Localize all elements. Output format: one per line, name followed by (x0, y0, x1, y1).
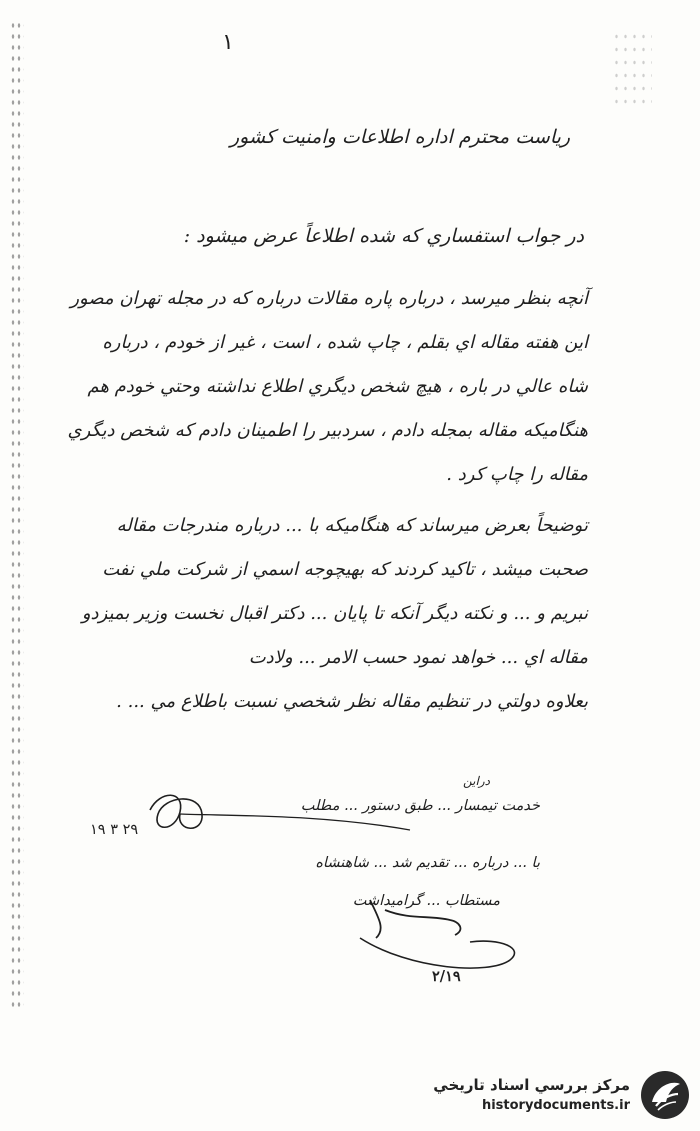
signature-loop (360, 938, 514, 968)
paragraph-2 (68, 515, 588, 755)
page-number: ٢/١٩ (432, 968, 461, 985)
text-line: آنچه بنظر ميرسد ، درباره پاره مقالات درباره كه در مجله تهران مصور (70, 288, 588, 309)
annotation-area (80, 770, 540, 1010)
text-line: شاه عالي در باره ، هيچ شخص ديگري اطلاع نداشته وحتي خودم هم (87, 376, 588, 397)
text-line: اين هفته مقاله اي بقلم ، چاپ شده ، است ، غير از خودم ، درباره (102, 332, 588, 353)
archive-watermark (412, 1066, 692, 1124)
scan-speckle (612, 30, 652, 110)
archive-url: historydocuments.ir (481, 1098, 630, 1113)
text-line: هنگاميكه مقاله بمجله دادم ، سردبير را اطمينان دادم كه شخص ديگري (67, 420, 588, 441)
annotation-line: با ... درباره ... تقديم شد ... شاهنشاه (315, 855, 540, 871)
scan-edge-speckle (10, 20, 24, 1010)
underline-stroke (180, 814, 410, 830)
archive-name: مركز بررسي اسناد تاريخي (433, 1076, 630, 1094)
paragraph-1 (68, 288, 588, 508)
text-line: توضيحاً بعرض ميرساند كه هنگاميكه با ... درباره مندرجات مقاله (116, 515, 588, 536)
text-line: مقاله اي ... خواهد نمود حسب الامر ... ولادت (248, 647, 588, 668)
annotation-line: مستطاب ... گراميداشت (352, 893, 500, 909)
letter-intro: در جواب استفساري كه شده اطلاعاً عرض ميشود : (183, 225, 584, 247)
annotation-line: خدمت تيمسار ... طبق دستور ... مطلب (300, 798, 540, 814)
annotation-date: ٢٩ ٣ ١٩ (90, 822, 139, 838)
flourish-mark (150, 795, 202, 828)
letter-heading: رياست محترم اداره اطلاعات وامنيت كشور (230, 126, 571, 148)
text-line: بعلاوه دولتي در تنظيم مقاله نظر شخصي نسبت باطلاع مي ... . (116, 691, 588, 712)
top-mark: ١ (222, 30, 234, 55)
text-line: نبريم و ... و نكته ديگر آنكه تا پايان ... دكتر اقبال نخست وزير بميزدو (81, 603, 588, 624)
annotation-small-note: دراين (463, 774, 490, 788)
text-line: مقاله را چاپ كرد . (446, 464, 588, 485)
text-line: صحبت ميشد ، تاكيد كردند كه بهيچوجه اسمي از شركت ملي نفت (102, 559, 588, 580)
scroll-logo-icon (638, 1068, 692, 1122)
